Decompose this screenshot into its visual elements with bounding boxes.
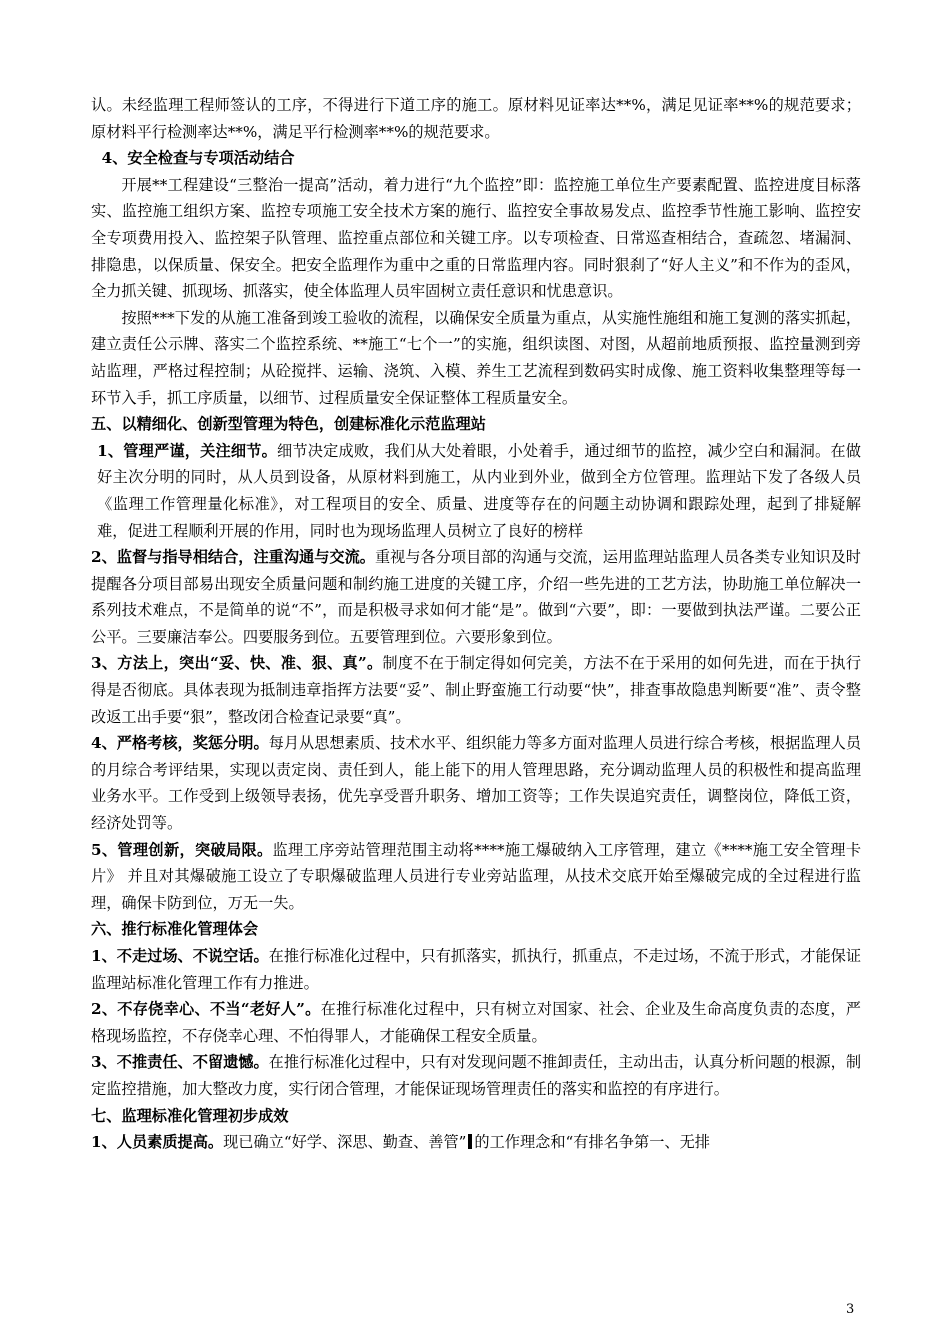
item-heading: 2、监督与指导相结合，注重沟通与交流。 xyxy=(91,548,375,567)
item-heading: 3、方法上，突出“妥、快、准、狠、真”。 xyxy=(91,654,383,673)
item-heading: 4、严格考核，奖惩分明。 xyxy=(91,734,269,753)
item-body: 现已确立“好学、深思、勤查、善管” xyxy=(223,1133,467,1152)
item-body: 在推行标准化过程中，只有树立对国家、社会、企业及生命高度负责的态度，严格现场监控，不存侥幸心理、不怕得罪人，才能确保工程安全质量。 xyxy=(91,1000,861,1045)
item-body: 细节决定成败，我们从大处着眼，小处着手，通过细节的监控，减少空白和漏洞。在做好主次分明的同时，从人员到设备，从原材料到施工，从内业到外业，做到全方位管理。监理站下发了各级人员《监理工作管理量化标准》，对工程项目的安全、质量、进度等存在的问题主动协调和跟踪处理，起到了排疑解难，促进工程顺利开展的作用，同时也为现场监理人员树立了良好的榜样 xyxy=(97,441,861,540)
paragraph-process: 按照***下发的从施工准备到竣工验收的流程，以确保安全质量为重点，从实施性施组和施工复测的落实抓起，建立责任公示牌、落实二个监控系统、**施工“七个一”的实施，组织读图、对图，从超前地质预报、监控量测到旁站监理，严格过程控制；从砼搅拌、运输、浇筑、入模、养生工艺流程到数码实时成像、施工资料收集整理等每一环节入手，抓工序质量，以细节、过程质量安全保证整体工程质量安全。 xyxy=(91,308,861,407)
page-number: 3 xyxy=(846,1302,855,1317)
list-item xyxy=(91,1129,861,1156)
item-heading: 5、管理创新，突破局限。 xyxy=(91,840,273,859)
list-item xyxy=(91,996,861,1049)
item-body: 重视与各分项目部的沟通与交流，运用监理站监理人员各类专业知识及时提醒各分项目部易出现安全质量问题和制约施工进度的关键工序，介绍一些先进的工艺方法，协助施工单位解决一系列技术难点，不是简单的说“不”，而是积极寻求如何才能“是”。做到“六要”，即：一要做到执法严谨。二要公正公平。三要廉洁奉公。四要服务到位。五要管理到位。六要形象到位。 xyxy=(91,548,861,646)
item-body-continued: 的工作理念和“有排名争第一、无排 xyxy=(474,1133,710,1152)
paragraph-continuation: 认。未经监理工程师签认的工序，不得进行下道工序的施工。原材料见证率达**%，满足见证率**%的规范要求；原材料平行检测率达**%，满足平行检测率**%的规范要求。 xyxy=(91,96,861,141)
list-item xyxy=(91,544,861,650)
list-item xyxy=(91,438,861,544)
list-item xyxy=(91,837,861,917)
list-item xyxy=(91,943,861,996)
text-cursor-mark xyxy=(468,1134,472,1149)
section-title-5: 五、以精细化、创新型管理为特色，创建标准化示范监理站 xyxy=(91,415,486,434)
section-title-7: 七、监理标准化管理初步成效 xyxy=(91,1106,289,1125)
item-body: 在推行标准化过程中，只有对发现问题不推卸责任，主动出击，认真分析问题的根源，制定监控措施，加大整改力度，实行闭合管理，才能保证现场管理责任的落实和监控的有序进行。 xyxy=(91,1053,862,1098)
item-heading: 3、不推责任、不留遗憾。 xyxy=(91,1053,269,1072)
paragraph-monitoring: 开展**工程建设“三整治一提高”活动，着力进行“九个监控”即：监控施工单位生产要素配置、监控进度目标落实、监控施工组织方案、监控专项施工安全技术方案的施行、监控安全事故易发点、监控季节性施工影响、监控安全专项费用投入、监控架子队管理、监控重点部位和关键工序。以专项检查、日常巡查相结合，查疏忽、堵漏洞、排隐患，以保质量、保安全。把安全监理作为重中之重的日常监理内容。同时狠刹了“好人主义”和不作为的歪风，全力抓关键、抓现场、抓落实，使全体监理人员牢固树立责任意识和忧患意识。 xyxy=(91,175,861,301)
item-heading: 1、人员素质提高。 xyxy=(91,1133,224,1152)
list-item xyxy=(91,650,861,730)
subsection-title-4: 4、安全检查与专项活动结合 xyxy=(101,149,295,168)
item-body: 每月从思想素质、技术水平、组织能力等多方面对监理人员进行综合考核，根据监理人员的月综合考评结果，实现以责定岗、责任到人，能上能下的用人管理思路，充分调动监理人员的积极性和提高监理业务水平。工作受到上级领导表扬，优先享受晋升职务、增加工资等；工作失误追究责任，调整岗位，降低工资，经济处罚等。 xyxy=(91,734,862,833)
item-body: 监理工序旁站管理范围主动将****施工爆破纳入工序管理，建立《****施工安全管理卡片》 并且对其爆破施工设立了专职爆破监理人员进行专业旁站监理，从技术交底开始至爆破完成的全过程进行监理，确保卡防到位，万无一失。 xyxy=(91,840,862,912)
item-heading: 1、不走过场、不说空话。 xyxy=(91,947,269,965)
list-item xyxy=(91,730,861,836)
section-title-6: 六、推行标准化管理体会 xyxy=(91,920,259,939)
item-heading: 1、管理严谨，关注细节。 xyxy=(97,441,277,460)
list-item xyxy=(91,1049,861,1102)
item-body: 在推行标准化过程中，只有抓落实，抓执行，抓重点，不走过场，不流于形式，才能保证监理站标准化管理工作有力推进。 xyxy=(91,947,862,992)
item-heading: 2、不存侥幸心、不当“老好人”。 xyxy=(91,1000,321,1019)
item-body: 制度不在于制定得如何完美，方法不在于采用的如何先进，而在于执行得是否彻底。具体表现为抵制违章指挥方法要“妥”、制止野蛮施工行动要“快”，排查事故隐患判断要“准”、责令整改返工出手要“狠”，整改闭合检查记录要“真”。 xyxy=(91,654,862,726)
document-body xyxy=(91,92,861,1156)
